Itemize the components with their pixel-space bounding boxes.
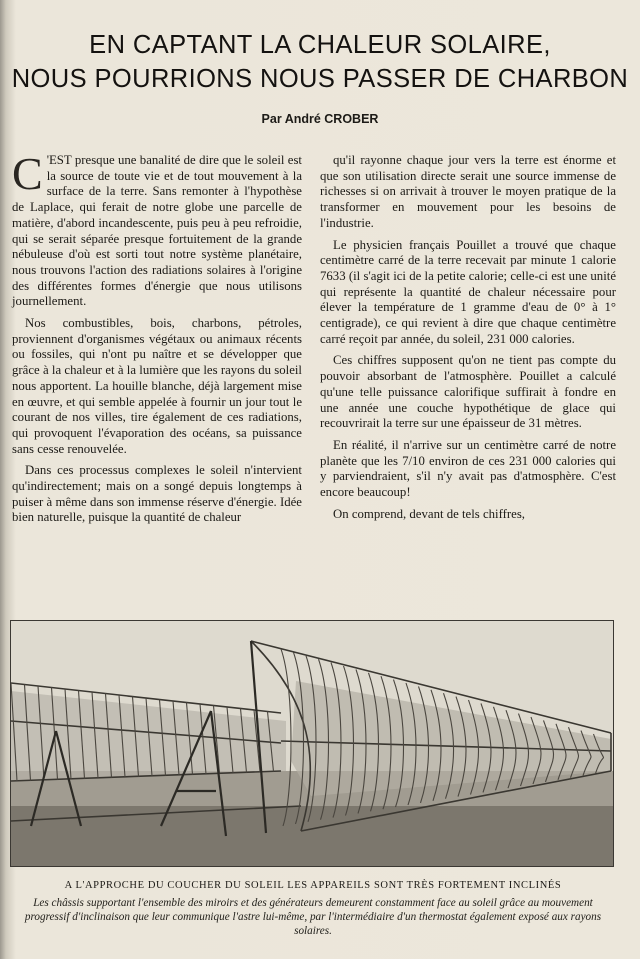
figure-caption-text: Les châssis supportant l'ensemble des miroirs et des générateurs demeurent constamment face au soleil grâce au mouvement progressif d'inclinaison que leur communique l'astre lui-même, par l'intermédiaire d'un thermostat également exposé aux rayons solaires. <box>24 897 602 938</box>
byline: Par André CROBER <box>261 112 379 126</box>
paragraph <box>12 148 302 310</box>
article-title <box>0 28 640 96</box>
right-column <box>320 153 616 522</box>
paragraph: Nos combustibles, bois, charbons, pétroles, proviennent d'organismes végétaux ou animaux récents ou fossiles, qui n'ont pu naître et se développer que grâce à la chaleur et à la lumière que les rayons du soleil nous apportent. La houille blanche, déjà largement mise en œuvre, et qui semble appelée à fournir un jour tout le courant de nos villes, tire également de ces radiations, qui provoquent l'évaporation des océans, sa puissance sans cesse renouvelée. <box>12 316 302 456</box>
title-line-2: NOUS POURRIONS NOUS PASSER DE CHARBON <box>11 65 629 93</box>
paragraph-text: 'EST presque une banalité de dire que le soleil est la source de toute vie et de tout mouvement à la surface de la terre. Sans remonter à l'hypothèse de Laplace, qui ferait de notre globe une parcelle de matière, d'abord incandescente, puis peu à peu refroidie, qui se serait séparée presque fortuitement de la grande nébuleuse d'où est sorti tout notre système planétaire, nous trouvons l'action des radiations solaires à l'origine des différentes formes d'énergie que nous utilisons journellement. <box>12 153 302 309</box>
paragraph: En réalité, il n'arrive sur un centimètre carré de notre planète que les 7/10 environ de ces 231 000 calories qui y parviendraient, s'il n'y avait pas d'atmosphère. C'est encore beaucoup! <box>320 437 616 500</box>
title-line-1: EN CAPTANT LA CHALEUR SOLAIRE, <box>89 31 551 59</box>
figure-caption-title: A L'APPROCHE DU COUCHER DU SOLEIL LES APPAREILS SONT TRÈS FORTEMENT INCLINÉS <box>64 880 562 891</box>
paragraph: Ces chiffres supposent qu'on ne tient pas compte du pouvoir absorbant de l'atmosphère. Pouillet a calculé qu'une telle puissance calorifique suffirait à fondre en une année une couche hypothétique de glace qui recouvrirait la terre sur une épaisseur de 31 mètres. <box>320 353 616 431</box>
paragraph: qu'il rayonne chaque jour vers la terre est énorme et que son utilisation directe serait une source immense de richesses si on arrivait à trouver le moyen pratique de la transformer en mouvement pour les besoins de l'industrie. <box>320 153 616 230</box>
paragraph: On comprend, devant de tels chiffres, <box>333 506 526 521</box>
solar-collector-photo <box>10 620 614 867</box>
drop-cap: C <box>12 148 43 199</box>
left-column <box>12 148 302 526</box>
paragraph: Dans ces processus complexes le soleil n'intervient qu'indirectement; mais on a songé depuis longtemps à puiser à même dans son immense réserve d'énergie. Idée bien naturelle, puisque la quantité de chaleur <box>12 463 302 525</box>
paragraph: Le physicien français Pouillet a trouvé que chaque centimètre carré de la terre recevait par minute 1 calorie 7633 (il s'agit ici de la petite calorie; celle-ci est une unité qui représente la quantité de chaleur nécessaire pour élever la température de 1 gramme d'eau de 0° à 1° centigrade), ce qui revient à dire que chaque centimètre carré reçoit par année, du soleil, 231 000 calories. <box>320 237 616 346</box>
